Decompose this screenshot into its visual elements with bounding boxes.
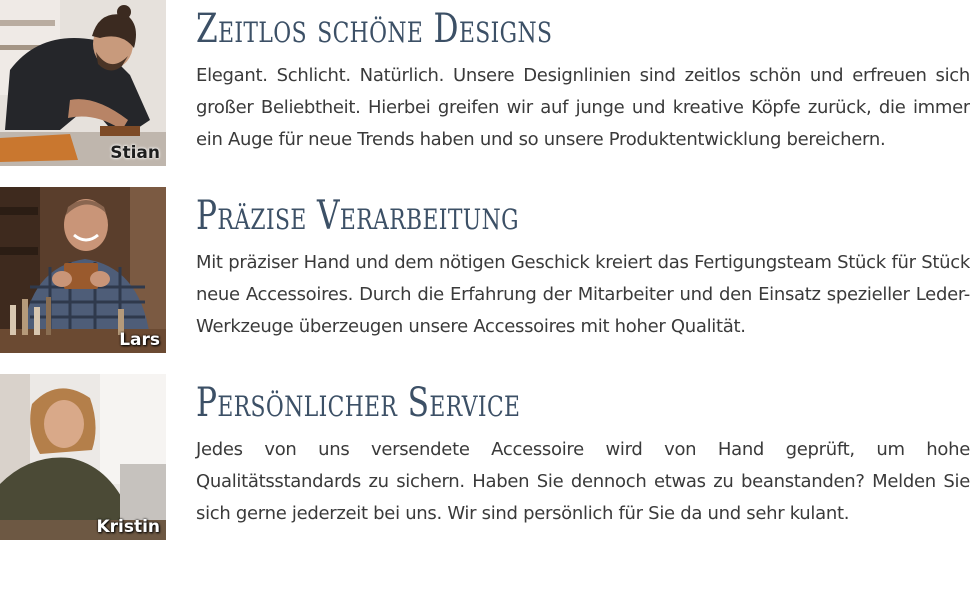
person-name-label: Lars — [119, 330, 160, 350]
craftsman-photo-icon — [0, 187, 166, 353]
section-text: Jedes von uns versendete Accessoire wird von Hand geprüft, um hohe Qualitätsstandards zu sichern. Haben Sie dennoch etwas zu beanstanden? Melden Sie sich gerne jederzeit bei uns. Wir sind persönlich für Sie da und sehr kulant. — [196, 439, 970, 524]
section-heading: Persönlicher Service — [196, 380, 521, 426]
section-verarbeitung — [0, 187, 970, 353]
leatherworker-photo-icon — [0, 0, 166, 166]
photo-stian — [0, 0, 166, 166]
person-name-label: Kristin — [96, 517, 160, 537]
section-heading: Präzise Verarbeitung — [196, 193, 519, 239]
photo-lars — [0, 187, 166, 353]
section-designs — [0, 0, 970, 166]
person-name-label: Stian — [110, 143, 160, 163]
section-text: Mit präziser Hand und dem nötigen Geschick kreiert das Fertigungsteam Stück für Stück neue Accessoires. Durch die Erfahrung der Mitarbeiter und den Einsatz spezieller Leder-Werkzeuge überzeugen unsere Accessoires mit hoher Qualität. — [196, 252, 970, 337]
service-photo-icon — [0, 374, 166, 540]
section-text: Elegant. Schlicht. Natürlich. Unsere Designlinien sind zeitlos schön und erfreuen sich großer Beliebtheit. Hierbei greifen wir auf junge und kreative Köpfe zurück, die immer ein Auge für neue Trends haben und so unsere Produktentwicklung bereichern. — [196, 65, 970, 150]
section-heading: Zeitlos schöne Designs — [196, 6, 553, 52]
photo-kristin — [0, 374, 166, 540]
section-service — [0, 374, 970, 540]
